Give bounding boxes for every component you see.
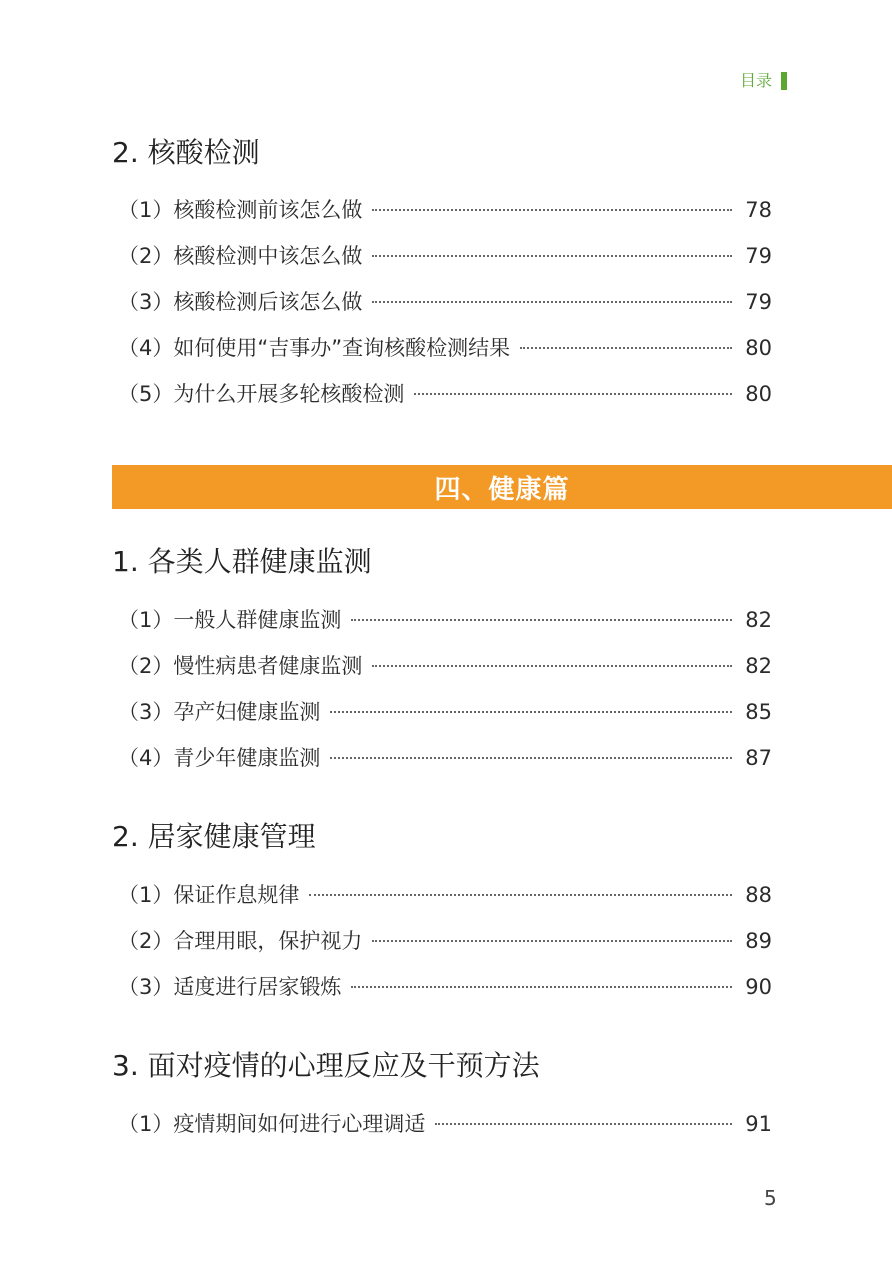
toc-entry-label: （1）核酸检测前该怎么做 [118,198,363,222]
toc-entry-page: 80 [745,382,772,406]
toc-entry-label: （2）核酸检测中该怎么做 [118,244,363,268]
toc-entry-page: 87 [745,746,772,770]
dot-leader [414,393,732,395]
toc-entry-page: 79 [745,244,772,268]
page-number: 5 [764,1186,777,1210]
toc-entry[interactable] [118,880,772,926]
toc-entry[interactable] [118,333,772,379]
section-title-health-monitoring: 1. 各类人群健康监测 [112,545,372,578]
toc-entry[interactable] [118,605,772,651]
header-tag-bar [781,72,787,90]
toc-entry-label: （4）如何使用“吉事办”查询核酸检测结果 [118,336,511,360]
dot-leader [372,255,732,257]
toc-entry-label: （4）青少年健康监测 [118,746,321,770]
section-title-home-health: 2. 居家健康管理 [112,820,316,853]
part-banner [112,465,892,509]
section-title-nucleic-test: 2. 核酸检测 [112,136,260,169]
dot-leader [330,757,732,759]
toc-entry-label: （2）慢性病患者健康监测 [118,654,363,678]
dot-leader [520,347,732,349]
toc-entry-label: （1）一般人群健康监测 [118,608,342,632]
dot-leader [309,894,732,896]
toc-entry[interactable] [118,195,772,241]
toc-entry-label: （1）保证作息规律 [118,883,300,907]
toc-entry[interactable] [118,926,772,972]
toc-entry-label: （2）合理用眼，保护视力 [118,929,363,953]
toc-entry-page: 79 [745,290,772,314]
toc-entry-page: 88 [745,883,772,907]
toc-entry[interactable] [118,287,772,333]
dot-leader [372,209,732,211]
toc-entry-label: （3）适度进行居家锻炼 [118,975,342,999]
toc-entry[interactable] [118,972,772,1018]
toc-list-home-health [118,880,772,1018]
dot-leader [372,940,732,942]
toc-entry-label: （1）疫情期间如何进行心理调适 [118,1112,426,1136]
toc-entry-page: 82 [745,608,772,632]
part-banner-title: 四、健康篇 [434,474,570,505]
toc-entry-page: 85 [745,700,772,724]
header-tag: 目录 [740,71,773,90]
toc-entry-page: 82 [745,654,772,678]
toc-entry-page: 89 [745,929,772,953]
dot-leader [435,1123,732,1125]
toc-entry-label: （3）孕产妇健康监测 [118,700,321,724]
toc-list-health-monitoring [118,605,772,789]
toc-list-psychological [118,1109,772,1155]
dot-leader [372,665,732,667]
dot-leader [351,986,732,988]
toc-entry-page: 91 [745,1112,772,1136]
toc-entry[interactable] [118,379,772,425]
section-title-psychological: 3. 面对疫情的心理反应及干预方法 [112,1049,540,1082]
toc-entry-label: （5）为什么开展多轮核酸检测 [118,382,405,406]
dot-leader [330,711,732,713]
toc-entry[interactable] [118,1109,772,1155]
toc-list-nucleic-test [118,195,772,425]
toc-entry-page: 78 [745,198,772,222]
toc-entry-page: 80 [745,336,772,360]
toc-entry[interactable] [118,697,772,743]
toc-entry-label: （3）核酸检测后该怎么做 [118,290,363,314]
toc-entry[interactable] [118,651,772,697]
dot-leader [351,619,732,621]
toc-entry[interactable] [118,743,772,789]
toc-entry-page: 90 [745,975,772,999]
toc-entry[interactable] [118,241,772,287]
dot-leader [372,301,732,303]
